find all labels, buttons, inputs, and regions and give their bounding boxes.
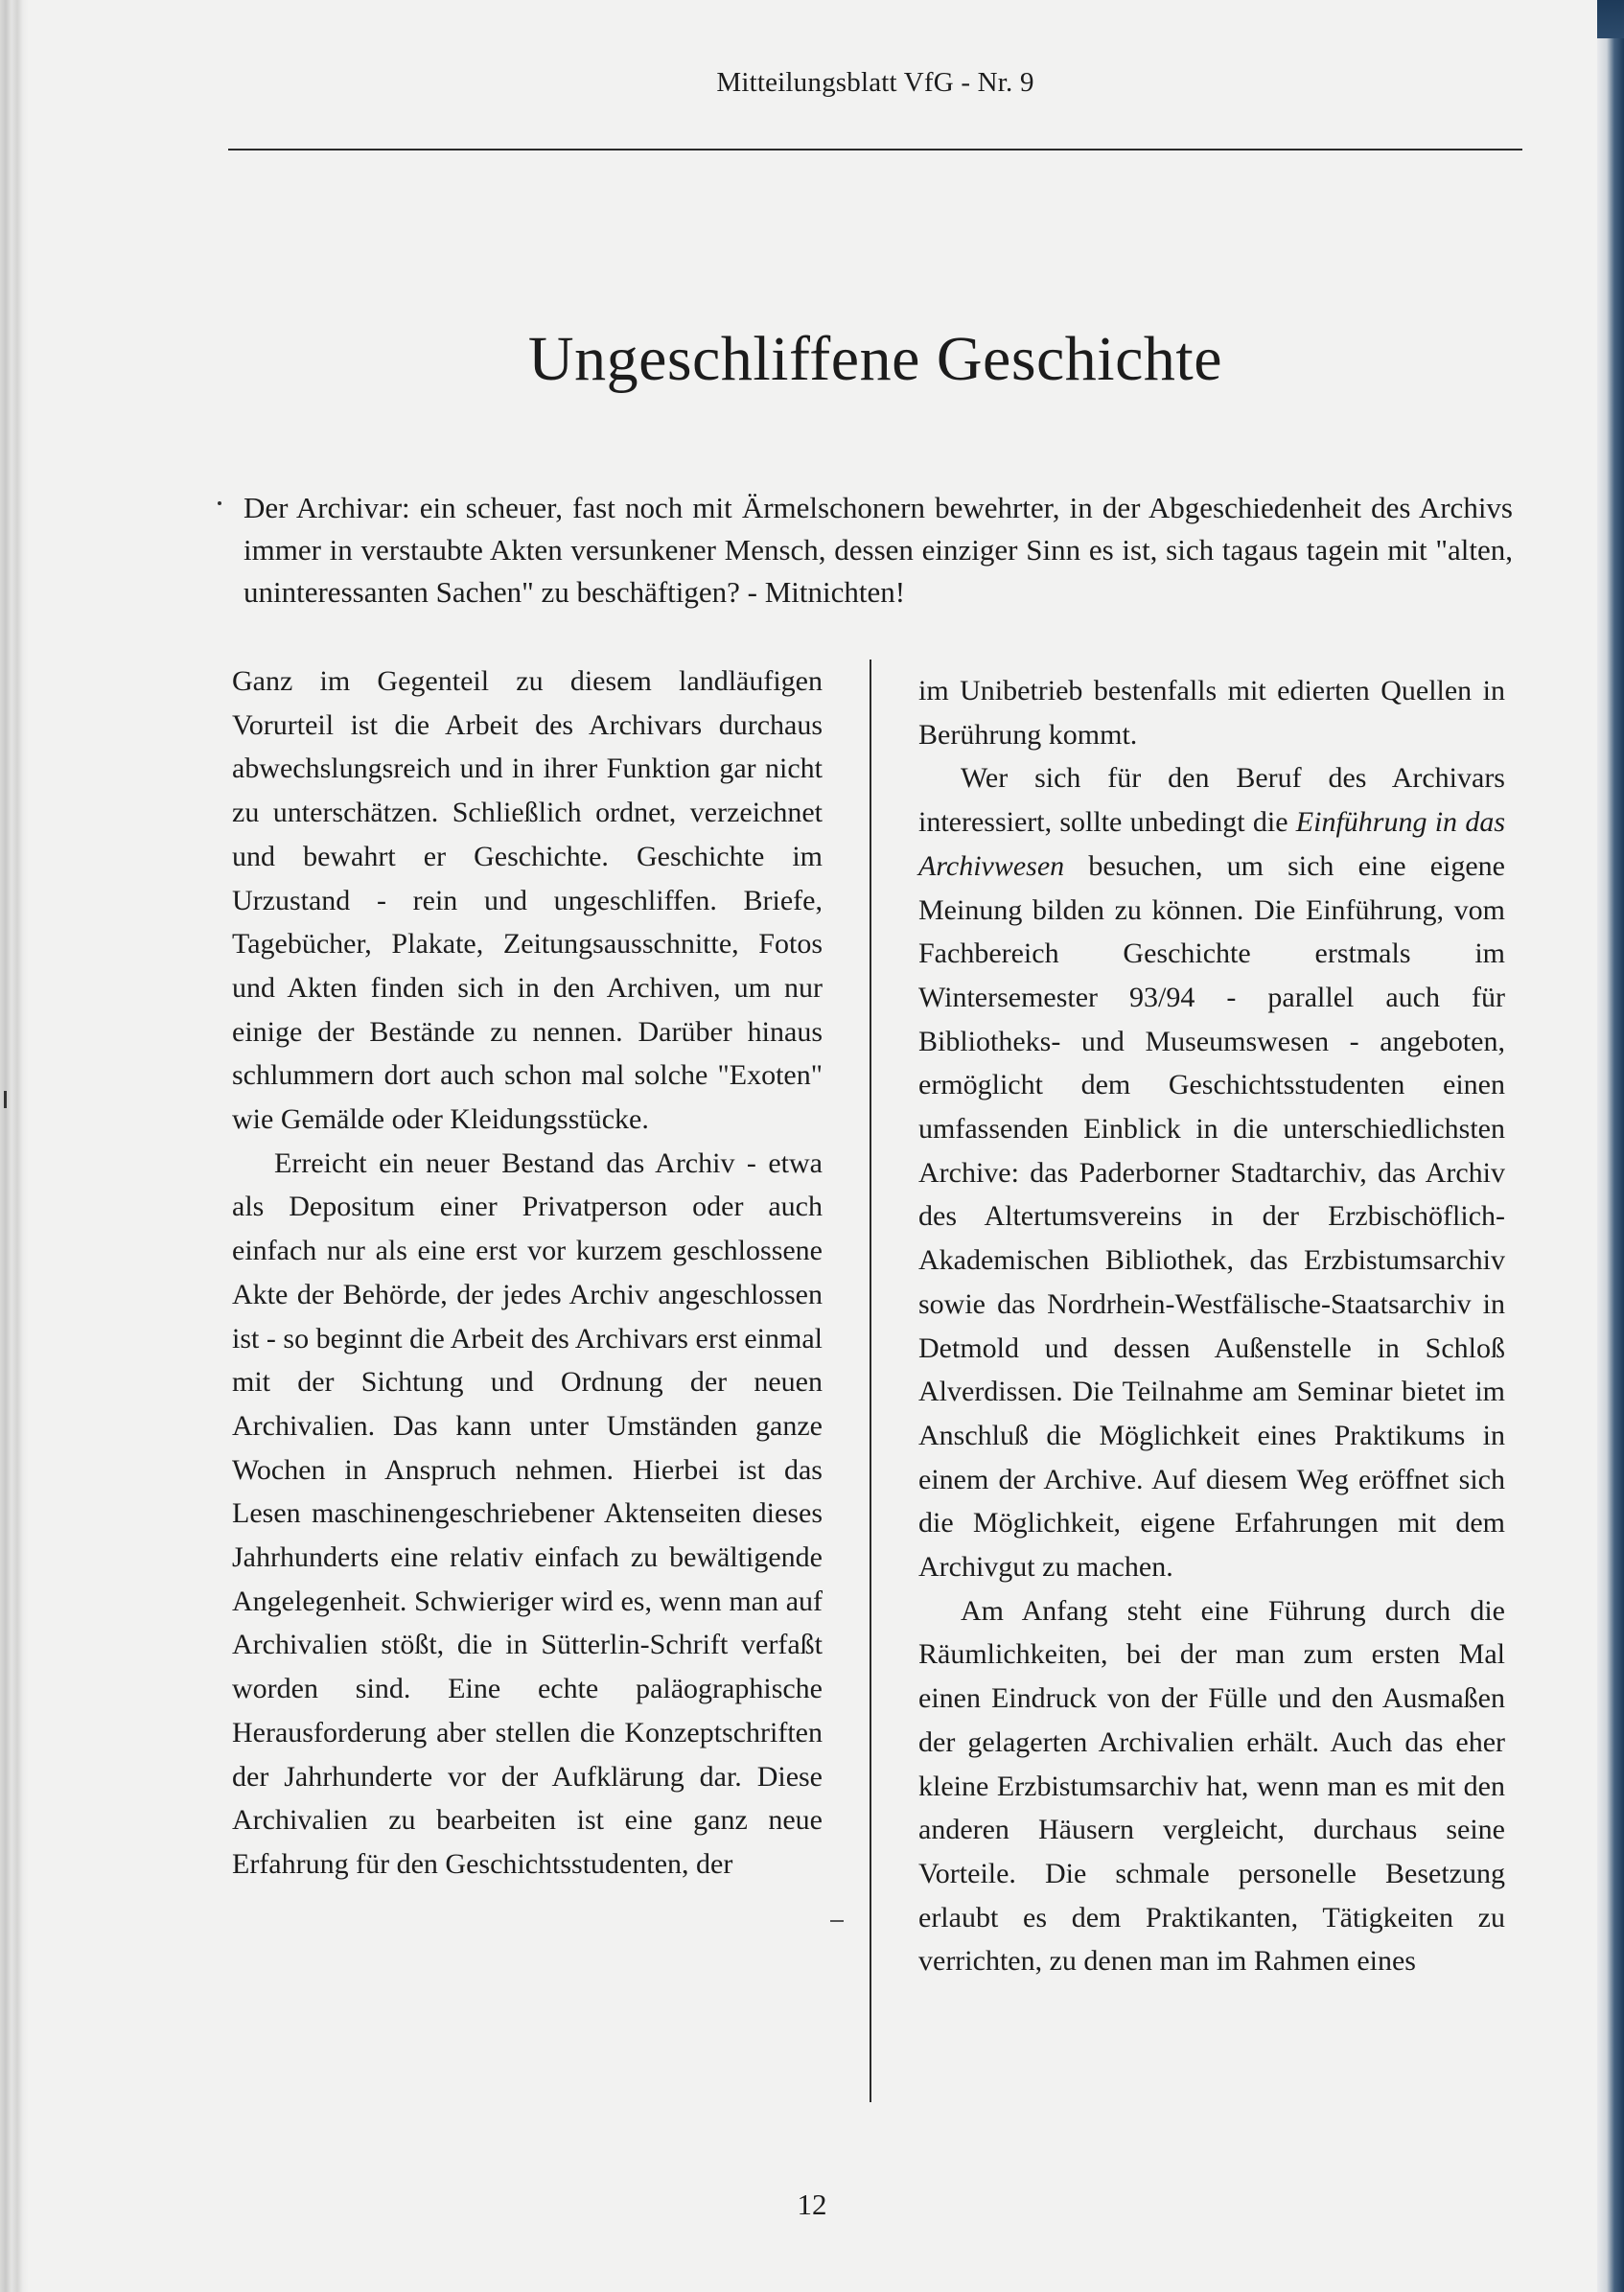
article-title: Ungeschliffene Geschichte: [527, 324, 1223, 394]
page-edge-left: [0, 0, 29, 2292]
article-lead: Der Archivar: ein scheuer, fast noch mit Ärmelschonern bewehrter, in der Abgeschiedenheit des Archivs immer in verstaubte Akten versunkener Mensch, dessen einziger Sinn es ist, sich tagaus tagein mit "alten, uninteressanten Sachen" zu beschäftigen? - Mitnichten!: [244, 491, 1513, 609]
left-column: [232, 660, 823, 1887]
left-paragraph-2: Erreicht ein neuer Bestand das Archiv - etwa als Depositum einer Privatperson oder auch einfach nur als eine erst vor kurzem geschlossene Akte der Behörde, der jedes Archiv angeschlossen ist - so beginnt die Arbeit des Archivars erst einmal mit der Sichtung und Ordnung der neuen Archivalien. Das kann unter Umständen ganze Wochen in Anspruch nehmen. Hierbei ist das Lesen maschinengeschriebener Aktenseiten dieses Jahrhunderts eine relativ einfach zu bewältigende Angelegenheit. Schwieriger wird es, wenn man auf Archivalien stößt, die in Sütterlin-Schrift verfaßt worden sind. Eine echte paläographische Herausforderung aber stellen die Konzeptschriften der Jahrhunderte vor der Aufklärung dar. Diese Archivalien zu bearbeiten ist eine ganz neue Erfahrung für den Geschichtsstudenten, der: [232, 1146, 823, 1880]
margin-dash-mark: [830, 1920, 844, 1922]
right-column: [918, 669, 1505, 1983]
right-paragraph-2-end: besuchen, um sich eine eigene Meinung bilden zu können. Die Einführung, vom Fachbereich Geschichte erstmals im Wintersemester 93/94 - parallel auch für Bibliotheks- und Museumswesen - angeboten, ermöglicht dem Geschichtsstudenten einen umfassenden Einblick in die unterschiedlichsten Archive: das Paderborner Stadtarchiv, das Archiv des Altertumsvereins in der Erzbischöflich-Akademischen Bibliothek, das Erzbistumsarchiv sowie das Nordrhein-Westfälische-Staatsarchiv in Detmold und dessen Außenstelle in Schloß Alverdissen. Die Teilnahme am Seminar bietet im Anschluß die Möglichkeit eines Praktikums in einem der Archive. Auf diesem Weg eröffnet sich die Möglichkeit, eigene Erfahrungen mit dem Archivgut zu machen.: [918, 849, 1505, 1584]
lead-bullet-mark: [218, 501, 221, 505]
scan-mark: [4, 1091, 7, 1108]
page-edge-right-top: [1597, 0, 1624, 38]
left-paragraph-1: Ganz im Gegenteil zu diesem landläufigen Vorurteil ist die Arbeit des Archivars durchaus abwechslungsreich und in ihrer Funktion gar nicht zu unterschätzen. Schließlich ordnet, verzeichnet und bewahrt er Geschichte. Geschichte im Urzustand - rein und ungeschliffen. Briefe, Tagebücher, Plakate, Zeitungsausschnitte, Fotos und Akten finden sich in den Archiven, um nur einige der Bestände zu nennen. Darüber hinaus schlummern dort auch schon mal solche "Exoten" wie Gemälde oder Kleidungsstücke.: [232, 665, 823, 1136]
right-paragraph-1: im Unibetrieb bestenfalls mit edierten Quellen in Berührung kommt.: [918, 675, 1505, 751]
right-paragraph-3: Am Anfang steht eine Führung durch die Räumlichkeiten, bei der man zum ersten Mal einen Eindruck von der Fülle und den Ausmaßen der gelagerten Archivalien erhält. Auch das eher kleine Erzbistumsarchiv hat, wenn man es mit den anderen Häusern vergleicht, durchaus seine Vorteile. Die schmale personelle Besetzung erlaubt es dem Praktikanten, Tätigkeiten zu verrichten, zu denen man im Rahmen eines: [918, 1594, 1505, 1978]
column-divider: [870, 660, 871, 2102]
page-number: 12: [797, 2188, 827, 2221]
header-rule: [228, 149, 1522, 150]
right-paragraph-2: [918, 756, 1505, 1588]
right-paragraph-2-start: Wer sich für den Beruf des Archivars interessiert, sollte unbedingt die: [918, 762, 1505, 839]
running-header: Mitteilungsblatt VfG - Nr. 9: [716, 67, 1034, 98]
course-title-emphasis: Einführung in das Archivwesen: [918, 806, 1505, 882]
page-edge-right: [1597, 0, 1624, 2292]
